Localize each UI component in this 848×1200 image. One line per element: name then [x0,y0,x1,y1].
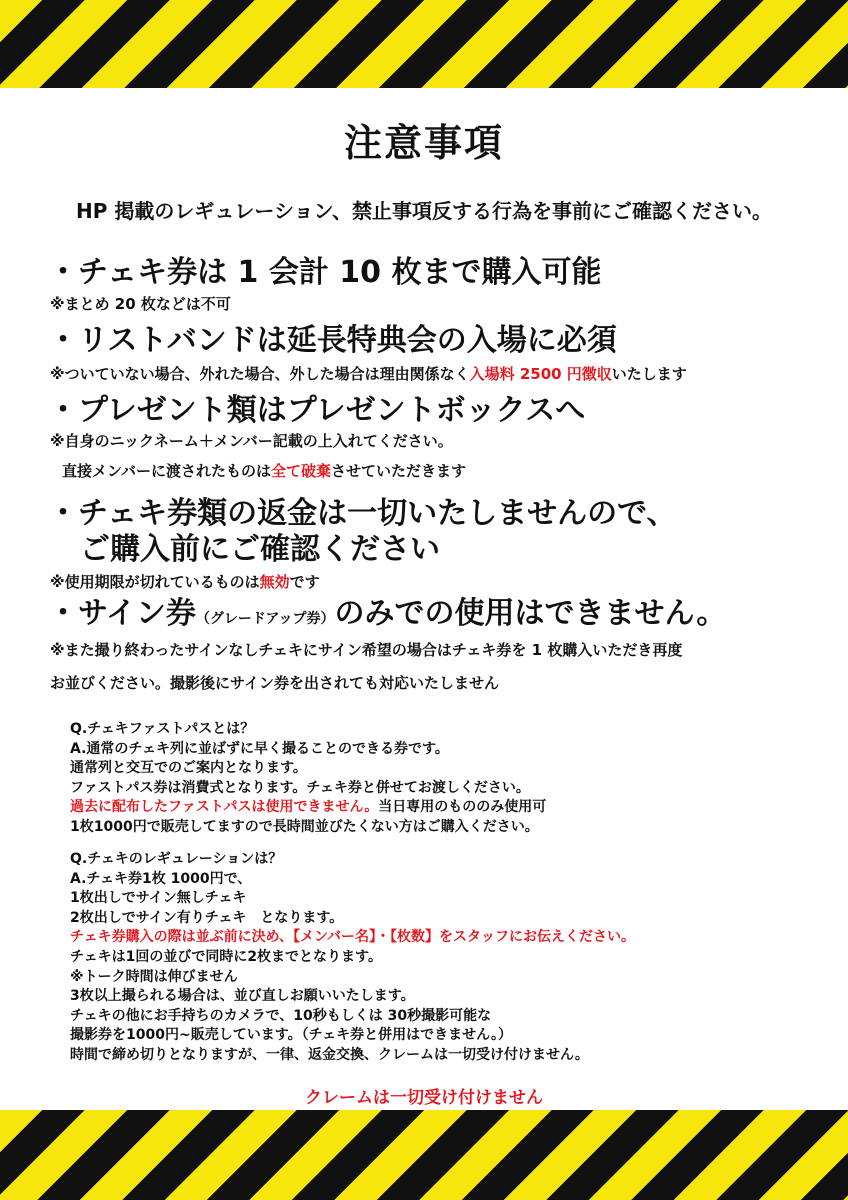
hazard-stripe-bottom [0,1110,848,1200]
rule-3-note-2-text: 直接メンバーに渡されたものは [62,462,271,480]
faq-regulation-answer-6: ※トーク時間は伸びません [70,968,238,985]
rule-4-note-text: ※使用期限が切れているものは [50,573,260,591]
rule-3-note-2 [62,461,466,481]
rule-1-heading: ・チェキ券は 1 会計 10 枚まで購入可能 [48,255,602,290]
rule-4-heading-2: ご購入前にご確認ください [80,532,440,567]
rule-3-note-2-end: させていただきます [330,462,466,480]
faq-regulation-answer-2: 1枚出しでサイン無しチェキ [70,890,247,907]
page-subtitle: HP 掲載のレギュレーション、禁止事項反する行為を事前にご確認ください。 [76,199,772,223]
rule-2-note-end: いたします [611,365,687,383]
rule-5-heading-small: （グレードアップ券） [195,611,335,627]
rule-3-note: ※自身のニックネーム＋メンバー記載の上入れてください。 [50,432,453,450]
rule-2-note [50,364,687,384]
faq-fastpass-answer-2: 通常列と交互でのご案内となります。 [70,760,307,777]
faq-regulation-answer-1: A.チェキ券1枚 1000円で、 [70,870,252,887]
faq-fastpass-answer-4 [70,798,546,818]
rule-2-heading: ・リストバンドは延長特典会の入場に必須 [48,323,617,358]
faq-regulation-answer-5: チェキは1回の並びで同時に2枚までとなります。 [70,948,382,965]
faq-regulation-answer-9: 撮影券を1000円~販売しています。（チェキ券と併用はできません。） [70,1027,512,1044]
faq-regulation-answer-7: 3枚以上撮られる場合は、並び直しお願いいたします。 [70,988,415,1005]
rule-2-note-highlight: 入場料 2500 円徴収 [469,365,612,383]
faq-fastpass-answer-1: A.通常のチェキ列に並ばずに早く撮ることのできる券です。 [70,740,449,757]
rule-1-note: ※まとめ 20 枚などは不可 [50,295,231,313]
rule-4-note-end: です [289,573,320,591]
rule-5-heading-text: ・サイン券 [48,596,196,631]
faq-fastpass [70,720,546,838]
faq-regulation [70,850,635,1066]
rule-4-note-highlight: 無効 [259,573,290,591]
page-title: 注意事項 [343,121,504,165]
rule-5-heading-end: のみでの使用はできません。 [334,596,727,631]
faq-regulation-answer-3: 2枚出しでサイン有りチェキ となります。 [70,909,344,926]
rule-5-note: ※また撮り終わったサインなしチェキにサイン希望の場合はチェキ券を 1 枚購入いただき再度 [50,641,683,659]
hazard-stripe-top [0,0,848,88]
rule-5-note-2: お並びください。撮影後にサイン券を出されても対応いたしません [50,674,499,692]
faq-fastpass-answer-3: ファストパス券は消費式となります。チェキ券と併せてお渡しください。 [70,779,530,796]
rule-4-note [50,572,320,592]
rule-3-note-2-highlight: 全て破棄 [270,462,331,480]
rule-3-heading: ・プレゼント類はプレゼントボックスへ [48,393,586,428]
faq-regulation-answer-10: 時間で締め切りとなりますが、一律、返金交換、クレームは一切受け付けません。 [70,1046,589,1063]
faq-fastpass-answer-4-end: 当日専用のもののみ使用可 [378,799,547,816]
rule-2-note-text: ※ついていない場合、外れた場合、外した場合は理由関係なく [50,365,470,383]
faq-regulation-answer-8: チェキの他にお手持ちのカメラで、10秒もしくは 30秒撮影可能な [70,1007,492,1024]
faq-fastpass-answer-5: 1枚1000円で販売してますので長時間並びたくない方はご購入ください。 [70,818,539,835]
rule-5-heading [48,596,726,637]
faq-regulation-question: Q.チェキのレギュレーションは？ [70,851,283,867]
final-notice: クレームは一切受け付けません [305,1088,543,1108]
rule-4-heading: ・チェキ券類の返金は一切いたしませんので、 [48,496,677,531]
faq-fastpass-question: Q.チェキファストパスとは？ [70,721,255,737]
faq-fastpass-warning: 過去に配布したファストパスは使用できません。 [70,799,379,816]
faq-regulation-warning: チェキ券購入の際は並ぶ前に決め、【メンバー名】・【枚数】をスタッフにお伝えください。 [70,929,636,946]
